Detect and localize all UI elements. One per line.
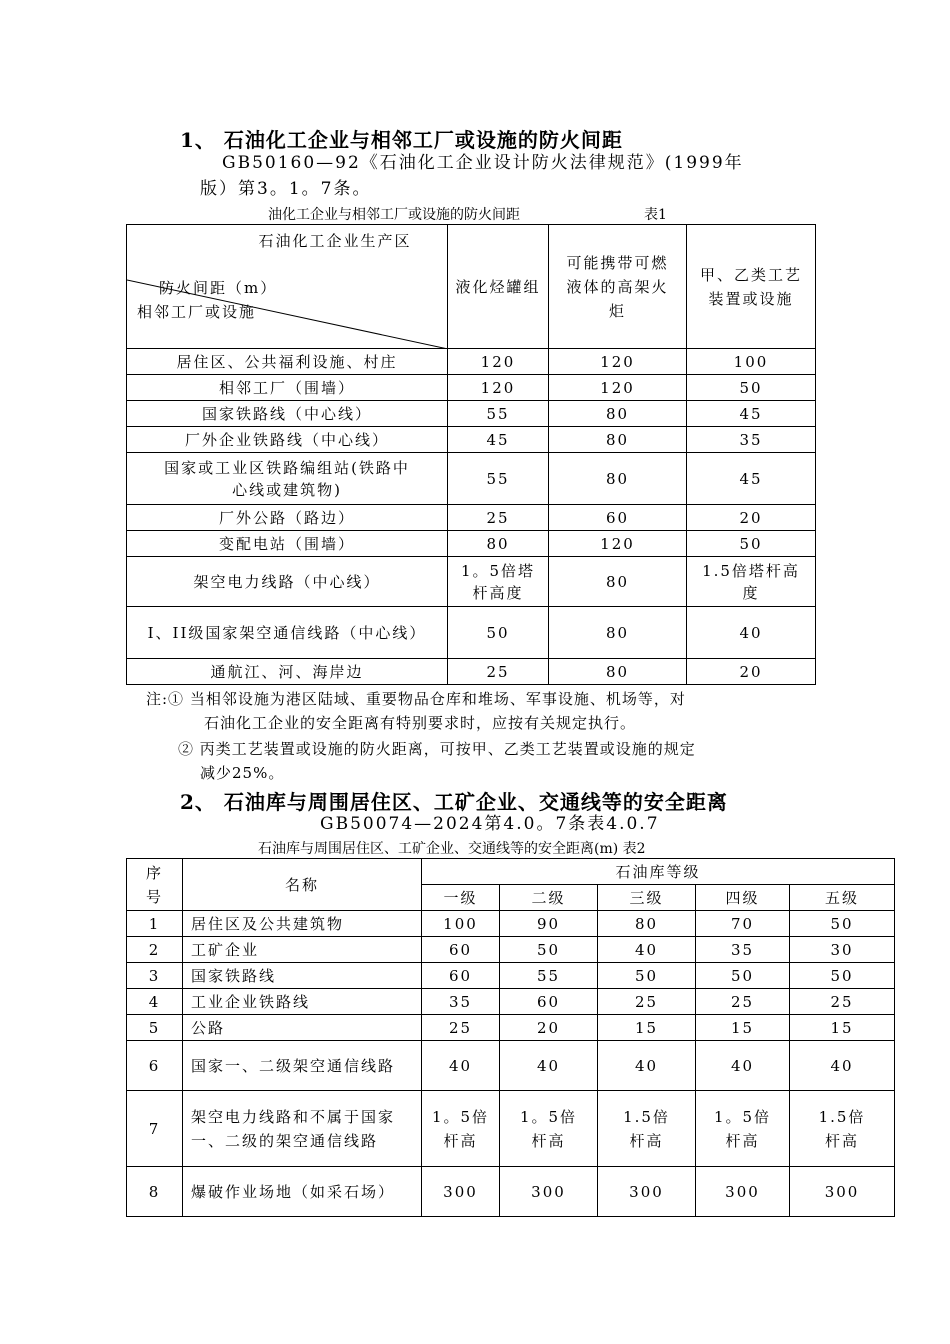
cell-value: 35: [422, 989, 500, 1015]
table-row: [127, 1015, 895, 1041]
row-no: 3: [127, 963, 183, 989]
cell-value: 25: [448, 505, 549, 531]
cell-value: 300: [500, 1167, 598, 1217]
cell-value: 45: [687, 401, 816, 427]
table1: [126, 224, 816, 685]
diagonal-header-bottom: 相邻工厂或设施: [137, 303, 257, 321]
table-row: [127, 1167, 895, 1217]
cell-value: 55: [500, 963, 598, 989]
cell-value: 50: [598, 963, 696, 989]
cell-value: 45: [448, 427, 549, 453]
table-row: [127, 557, 816, 607]
cell-value: 1.5倍塔杆高度: [687, 557, 816, 607]
row-name: 公路: [183, 1015, 422, 1041]
row-name: 通航江、河、海岸边: [127, 659, 448, 685]
cell-value: 20: [687, 659, 816, 685]
cell-value: 60: [422, 963, 500, 989]
row-no: 6: [127, 1041, 183, 1091]
cell-value: 30: [790, 937, 895, 963]
cell-value: 25: [448, 659, 549, 685]
cell-value: 80: [549, 427, 687, 453]
cell-value: 20: [500, 1015, 598, 1041]
table-row: [127, 453, 816, 505]
cell-value: 80: [448, 531, 549, 557]
row-name: 居住区、公共福利设施、村庄: [127, 349, 448, 375]
cell-value: 80: [549, 557, 687, 607]
cell-value: 40: [687, 607, 816, 659]
note1-line1: 注:① 当相邻设施为港区陆域、重要物品仓库和堆场、军事设施、机场等，对: [146, 690, 686, 708]
cell-value: 15: [598, 1015, 696, 1041]
row-name: 工业企业铁路线: [183, 989, 422, 1015]
cell-value: 1。5倍塔杆高度: [448, 557, 549, 607]
diagonal-header-top: 石油化工企业生产区: [258, 232, 412, 250]
cell-value: 120: [549, 375, 687, 401]
row-name: 工矿企业: [183, 937, 422, 963]
cell-value: 45: [687, 453, 816, 505]
table1-col-header: 液化烃罐组: [448, 225, 549, 349]
row-no: 5: [127, 1015, 183, 1041]
cell-value: 50: [687, 375, 816, 401]
cell-value: 50: [448, 607, 549, 659]
table-row: [127, 375, 816, 401]
cell-value: 100: [422, 911, 500, 937]
row-name: I、II级国家架空通信线路（中心线）: [127, 607, 448, 659]
row-no: 8: [127, 1167, 183, 1217]
cell-value: 120: [448, 349, 549, 375]
section1-heading: 1、 石油化工企业与相邻工厂或设施的防火间距: [180, 128, 623, 152]
cell-value: 50: [696, 963, 790, 989]
table1-number: 表1: [644, 207, 667, 223]
section1-reference-line2: 版）第3。1。7条。: [200, 179, 372, 199]
table2-header-name: 名称: [183, 859, 422, 911]
row-name: 架空电力线路（中心线）: [127, 557, 448, 607]
cell-value: 55: [448, 453, 549, 505]
section1-reference-line1: GB50160—92《石油化工企业设计防火法律规范》(1999年: [222, 153, 744, 173]
table-row: [127, 911, 895, 937]
table-row: [127, 607, 816, 659]
table2-level-header: 五级: [790, 885, 895, 911]
row-name: 国家铁路线（中心线）: [127, 401, 448, 427]
table2: [126, 858, 895, 1217]
table-row: [127, 989, 895, 1015]
row-name: 变配电站（围墙）: [127, 531, 448, 557]
table2-header-no: 序号: [127, 859, 183, 911]
cell-value: 20: [687, 505, 816, 531]
row-name: 架空电力线路和不属于国家一、二级的架空通信线路: [183, 1091, 422, 1167]
section2-reference: GB50074—2024第4.0。7条表4.0.7: [320, 814, 660, 834]
table1-caption: 油化工企业与相邻工厂或设施的防火间距: [268, 207, 520, 223]
cell-value: 120: [549, 349, 687, 375]
table-row: [127, 937, 895, 963]
cell-value: 40: [500, 1041, 598, 1091]
cell-value: 25: [422, 1015, 500, 1041]
section2-heading: 2、 石油库与周围居住区、工矿企业、交通线等的安全距离: [180, 790, 728, 814]
table-row: [127, 963, 895, 989]
cell-value: 80: [549, 659, 687, 685]
table-row: [127, 659, 816, 685]
cell-value: 40: [422, 1041, 500, 1091]
table2-caption: 石油库与周围居住区、工矿企业、交通线等的安全距离(m) 表2: [258, 841, 646, 857]
cell-value: 120: [448, 375, 549, 401]
cell-value: 50: [687, 531, 816, 557]
cell-value: 80: [598, 911, 696, 937]
cell-value: 40: [598, 937, 696, 963]
cell-value: 40: [790, 1041, 895, 1091]
cell-value: 300: [790, 1167, 895, 1217]
cell-value: 25: [696, 989, 790, 1015]
cell-value: 40: [696, 1041, 790, 1091]
row-no: 7: [127, 1091, 183, 1167]
row-name: 厂外企业铁路线（中心线）: [127, 427, 448, 453]
cell-value: 1。5倍杆高: [422, 1091, 500, 1167]
cell-value: 1.5倍杆高: [598, 1091, 696, 1167]
row-no: 1: [127, 911, 183, 937]
table-row: [127, 349, 816, 375]
note1-line2: 石油化工企业的安全距离有特别要求时，应按有关规定执行。: [204, 714, 637, 732]
cell-value: 35: [696, 937, 790, 963]
cell-value: 1.5倍杆高: [790, 1091, 895, 1167]
row-name: 国家或工业区铁路编组站(铁路中心线或建筑物): [127, 453, 448, 505]
table1-diagonal-header: [127, 225, 448, 349]
diagonal-header-mid: 防火间距（m）: [159, 279, 278, 297]
table-row: [127, 505, 816, 531]
cell-value: 80: [549, 607, 687, 659]
table2-level-header: 一级: [422, 885, 500, 911]
note2-line1: ② 丙类工艺装置或设施的防火距离，可按甲、乙类工艺装置或设施的规定: [178, 740, 696, 758]
cell-value: 100: [687, 349, 816, 375]
cell-value: 80: [549, 453, 687, 505]
table1-col-header: 可能携带可燃液体的高架火炬: [549, 225, 687, 349]
table-row: [127, 531, 816, 557]
table-row: [127, 1091, 895, 1167]
cell-value: 60: [500, 989, 598, 1015]
cell-value: 25: [598, 989, 696, 1015]
cell-value: 300: [696, 1167, 790, 1217]
row-name: 国家一、二级架空通信线路: [183, 1041, 422, 1091]
row-no: 2: [127, 937, 183, 963]
table2-level-header: 二级: [500, 885, 598, 911]
cell-value: 15: [696, 1015, 790, 1041]
row-name: 相邻工厂（围墙）: [127, 375, 448, 401]
cell-value: 50: [790, 963, 895, 989]
table2-header-group: 石油库等级: [422, 859, 895, 885]
cell-value: 70: [696, 911, 790, 937]
cell-value: 80: [549, 401, 687, 427]
cell-value: 120: [549, 531, 687, 557]
row-name: 居住区及公共建筑物: [183, 911, 422, 937]
cell-value: 25: [790, 989, 895, 1015]
cell-value: 15: [790, 1015, 895, 1041]
cell-value: 300: [598, 1167, 696, 1217]
cell-value: 300: [422, 1167, 500, 1217]
note2-line2: 减少25%。: [200, 764, 285, 782]
table1-col-header: 甲、乙类工艺装置或设施: [687, 225, 816, 349]
row-name: 厂外公路（路边）: [127, 505, 448, 531]
row-no: 4: [127, 989, 183, 1015]
cell-value: 1。5倍杆高: [696, 1091, 790, 1167]
cell-value: 35: [687, 427, 816, 453]
cell-value: 1。5倍杆高: [500, 1091, 598, 1167]
cell-value: 60: [549, 505, 687, 531]
table2-level-header: 四级: [696, 885, 790, 911]
row-name: 国家铁路线: [183, 963, 422, 989]
cell-value: 60: [422, 937, 500, 963]
table-row: [127, 427, 816, 453]
cell-value: 50: [790, 911, 895, 937]
table2-level-header: 三级: [598, 885, 696, 911]
cell-value: 40: [598, 1041, 696, 1091]
cell-value: 90: [500, 911, 598, 937]
table-row: [127, 401, 816, 427]
table-row: [127, 1041, 895, 1091]
cell-value: 50: [500, 937, 598, 963]
cell-value: 55: [448, 401, 549, 427]
row-name: 爆破作业场地（如采石场）: [183, 1167, 422, 1217]
